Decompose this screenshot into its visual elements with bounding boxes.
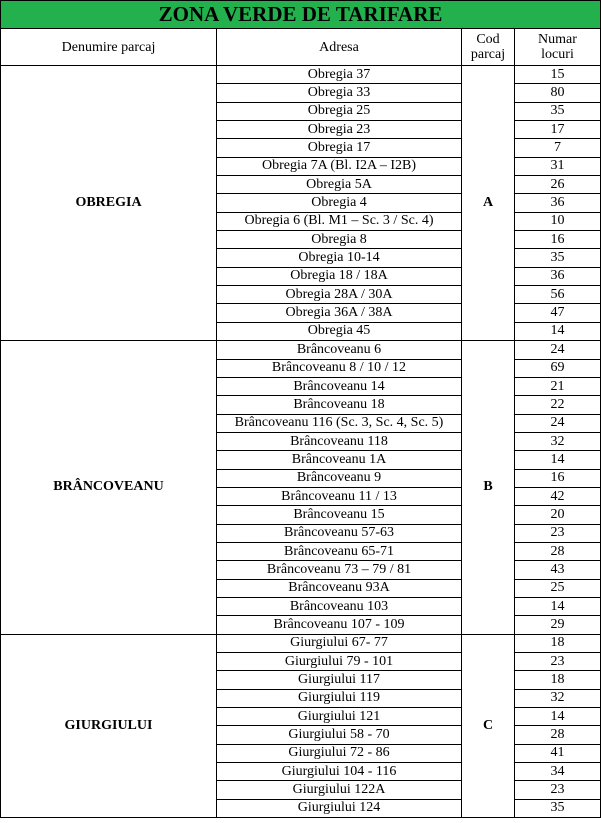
zone-name-cell: BRÂNCOVEANU: [1, 341, 217, 635]
spots-cell: 34: [515, 763, 601, 781]
spots-cell: 14: [515, 597, 601, 615]
address-cell: Brâncoveanu 11 / 13: [217, 487, 462, 505]
spots-cell: 18: [515, 634, 601, 652]
address-cell: Brâncoveanu 18: [217, 396, 462, 414]
spots-cell: 17: [515, 121, 601, 139]
table-row: [1, 341, 601, 359]
address-cell: Obregia 28A / 30A: [217, 286, 462, 304]
address-cell: Giurgiului 121: [217, 708, 462, 726]
address-cell: Obregia 18 / 18A: [217, 267, 462, 285]
address-cell: Brâncoveanu 6: [217, 341, 462, 359]
address-cell: Brâncoveanu 8 / 10 / 12: [217, 359, 462, 377]
spots-cell: 16: [515, 469, 601, 487]
spots-cell: 23: [515, 653, 601, 671]
address-cell: Obregia 7A (Bl. I2A – I2B): [217, 157, 462, 175]
spots-cell: 23: [515, 524, 601, 542]
address-cell: Giurgiului 72 - 86: [217, 744, 462, 762]
spots-cell: 15: [515, 66, 601, 84]
spots-cell: 23: [515, 781, 601, 799]
address-cell: Brâncoveanu 93A: [217, 579, 462, 597]
spots-cell: 14: [515, 322, 601, 340]
zone-name-cell: OBREGIA: [1, 66, 217, 341]
address-cell: Giurgiului 124: [217, 799, 462, 817]
address-cell: Obregia 36A / 38A: [217, 304, 462, 322]
spots-cell: 47: [515, 304, 601, 322]
spots-cell: 24: [515, 341, 601, 359]
address-cell: Brâncoveanu 73 – 79 / 81: [217, 561, 462, 579]
spots-cell: 32: [515, 432, 601, 450]
address-cell: Brâncoveanu 107 - 109: [217, 616, 462, 634]
spots-cell: 16: [515, 231, 601, 249]
address-cell: Brâncoveanu 15: [217, 506, 462, 524]
spots-cell: 14: [515, 708, 601, 726]
spots-cell: 28: [515, 542, 601, 560]
address-cell: Giurgiului 79 - 101: [217, 653, 462, 671]
spots-cell: 43: [515, 561, 601, 579]
spots-cell: 35: [515, 799, 601, 817]
address-cell: Brâncoveanu 118: [217, 432, 462, 450]
header-spots-line2: locuri: [541, 47, 574, 62]
header-name: Denumire parcaj: [1, 29, 217, 66]
address-cell: Obregia 17: [217, 139, 462, 157]
header-spots-line1: Numar: [538, 32, 577, 47]
zone-code-cell: C: [462, 634, 515, 817]
address-cell: Brâncoveanu 9: [217, 469, 462, 487]
spots-cell: 41: [515, 744, 601, 762]
table-body: [1, 1, 601, 818]
address-cell: Brâncoveanu 14: [217, 377, 462, 395]
spots-cell: 20: [515, 506, 601, 524]
address-cell: Brâncoveanu 1A: [217, 451, 462, 469]
spots-cell: 32: [515, 689, 601, 707]
address-cell: Brâncoveanu 57-63: [217, 524, 462, 542]
table-row: [1, 634, 601, 652]
zone-name-cell: GIURGIULUI: [1, 634, 217, 817]
address-cell: Obregia 23: [217, 121, 462, 139]
spots-cell: 80: [515, 84, 601, 102]
header-code-line1: Cod: [476, 32, 500, 47]
table-row: [1, 66, 601, 84]
spots-cell: 24: [515, 414, 601, 432]
address-cell: Obregia 8: [217, 231, 462, 249]
zone-code-cell: B: [462, 341, 515, 635]
address-cell: Brâncoveanu 103: [217, 597, 462, 615]
address-cell: Obregia 45: [217, 322, 462, 340]
title-row: [1, 1, 601, 29]
header-address: Adresa: [217, 29, 462, 66]
address-cell: Obregia 4: [217, 194, 462, 212]
spots-cell: 26: [515, 176, 601, 194]
spots-cell: 7: [515, 139, 601, 157]
address-cell: Obregia 10-14: [217, 249, 462, 267]
address-cell: Giurgiului 119: [217, 689, 462, 707]
spots-cell: 35: [515, 249, 601, 267]
address-cell: Brâncoveanu 116 (Sc. 3, Sc. 4, Sc. 5): [217, 414, 462, 432]
address-cell: Giurgiului 122A: [217, 781, 462, 799]
spots-cell: 22: [515, 396, 601, 414]
spots-cell: 21: [515, 377, 601, 395]
address-cell: Obregia 5A: [217, 176, 462, 194]
address-cell: Giurgiului 58 - 70: [217, 726, 462, 744]
zone-code-cell: A: [462, 66, 515, 341]
spots-cell: 36: [515, 267, 601, 285]
address-cell: Obregia 25: [217, 102, 462, 120]
address-cell: Giurgiului 117: [217, 671, 462, 689]
header-code-line2: parcaj: [470, 47, 506, 62]
address-cell: Giurgiului 104 - 116: [217, 763, 462, 781]
spots-cell: 36: [515, 194, 601, 212]
spots-cell: 42: [515, 487, 601, 505]
spots-cell: 25: [515, 579, 601, 597]
address-cell: Giurgiului 67- 77: [217, 634, 462, 652]
spots-cell: 29: [515, 616, 601, 634]
spots-cell: 14: [515, 451, 601, 469]
address-cell: Brâncoveanu 65-71: [217, 542, 462, 560]
spots-cell: 18: [515, 671, 601, 689]
header-row: [1, 29, 601, 66]
spots-cell: 56: [515, 286, 601, 304]
table-title: ZONA VERDE DE TARIFARE: [1, 1, 601, 29]
header-code: [462, 29, 515, 66]
address-cell: Obregia 37: [217, 66, 462, 84]
spots-cell: 69: [515, 359, 601, 377]
header-spots: [515, 29, 601, 66]
spots-cell: 31: [515, 157, 601, 175]
spots-cell: 35: [515, 102, 601, 120]
address-cell: Obregia 6 (Bl. M1 – Sc. 3 / Sc. 4): [217, 212, 462, 230]
address-cell: Obregia 33: [217, 84, 462, 102]
spots-cell: 28: [515, 726, 601, 744]
spots-cell: 10: [515, 212, 601, 230]
